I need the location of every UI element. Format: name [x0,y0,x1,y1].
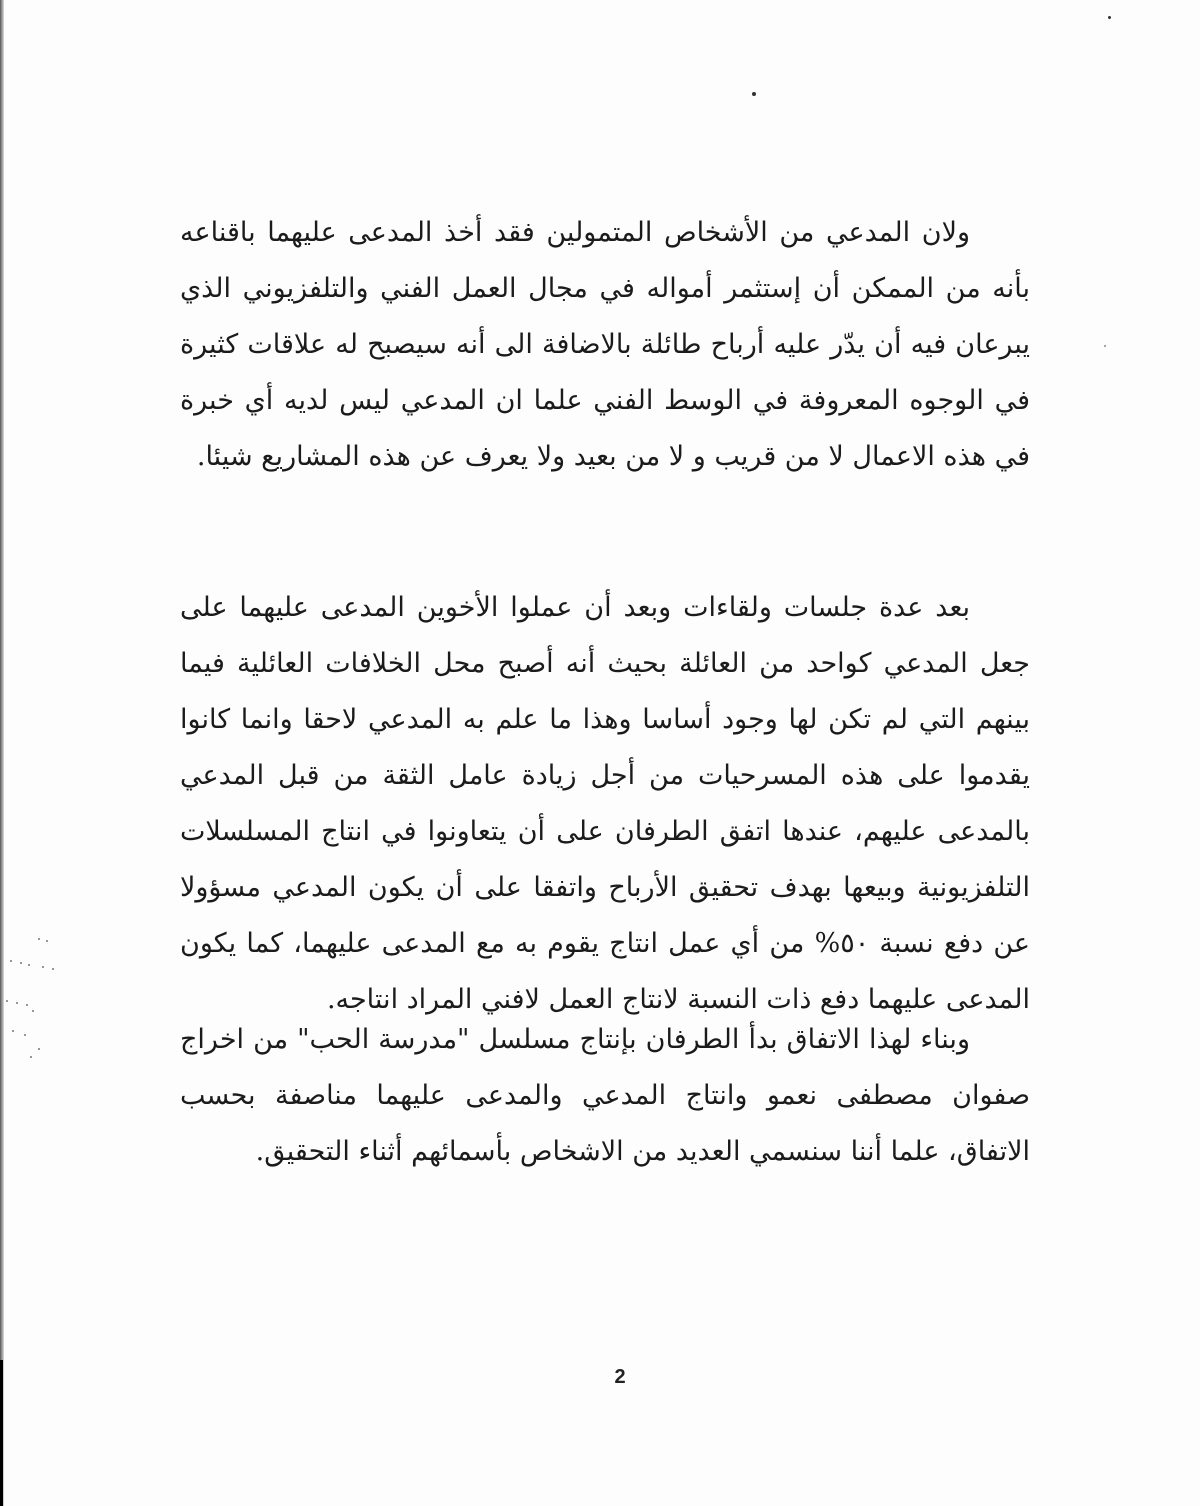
scan-speck [752,92,756,96]
scan-speck [1104,345,1106,347]
page-number: 2 [614,1366,626,1388]
scan-edge-shadow [0,0,4,1506]
paragraph-3-text: وبناء لهذا الاتفاق بدأ الطرفان بإنتاج مسلسل "مدرسة الحب" من اخراج صفوان مصطفى نعمو وانتاج المدعي والمدعى عليهما مناصفة بحسب الاتفاق، علما أننا سنسمي العديد من الاشخاص بأسمائهم أثناء التحقيق. [180,1024,1030,1167]
paragraph-2-text: بعد عدة جلسات ولقاءات وبعد أن عملوا الأخوين المدعى عليهما على جعل المدعي كواحد من العائلة بحيث أنه أصبح محل الخلافات العائلية فيما بينهم التي لم تكن لها وجود أساسا وهذا ما علم به المدعي لاحقا وانما كانوا يقدموا على هذه المسرحيات من أجل زيادة عامل الثقة من قبل المدعي بالمدعى عليهم، عندها اتفق الطرفان على أن يتعاونوا في انتاج المسلسلات التلفزيونية وبيعها بهدف تحقيق الأرباح واتفقا على أن يكون المدعي مسؤولا عن دفع نسبة ٥٠% من أي عمل انتاج يقوم به مع المدعى عليهما، كما يكون المدعى عليهما دفع ذات النسبة لانتاج العمل لافني المراد انتاجه. [180,592,1031,1015]
paragraph-2 [180,580,1030,1028]
paragraph-3 [180,1012,1030,1180]
paragraph-1-text: ولان المدعي من الأشخاص المتمولين فقد أخذ المدعى عليهما باقناعه بأنه من الممكن أن إستثمر أمواله في مجال العمل الفني والتلفزيوني الذي يبرعان فيه أن يدّر عليه أرباح طائلة بالاضافة الى أنه سيصبح له علاقات كثيرة في الوجوه المعروفة في الوسط الفني علما ان المدعي ليس لديه أي خبرة في هذه الاعمال لا من قريب و لا من بعيد ولا يعرف عن هذه المشاريع شيئا. [180,217,1030,472]
scan-edge-dark [0,1360,3,1506]
paragraph-1 [180,205,1030,485]
margin-noise [2,930,64,1070]
scan-speck [1108,16,1111,19]
